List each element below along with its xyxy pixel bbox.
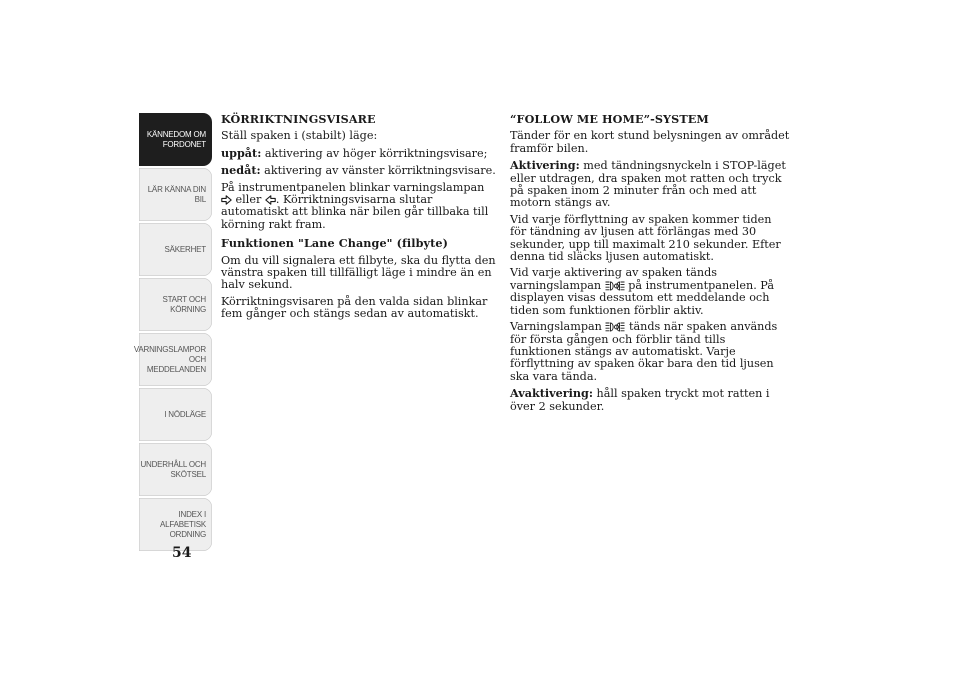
paragraph [221, 182, 501, 232]
paragraph [510, 267, 790, 317]
section-heading-follow-me-home: “FOLLOW ME HOME”-SYSTEM [510, 112, 709, 126]
tab-label: VARNINGSLAMPOR OCH MEDDELANDEN [133, 344, 206, 374]
text: Varningslampan [510, 320, 606, 334]
turn-left-arrow-icon [265, 195, 276, 205]
tab-sakerhet[interactable] [139, 223, 212, 276]
tab-label: SÄKERHET [164, 244, 206, 254]
tab-kannedom-om-fordonet[interactable] [139, 113, 212, 166]
turn-right-arrow-icon [221, 195, 232, 205]
paragraph: Vid varje förflyttning av spaken kommer tiden för tändning av ljusen att förlängas med 30 sekunder, upp till maximalt 210 sekunder. Efter denna tid släcks ljusen automatiskt. [510, 212, 781, 264]
follow-me-home-lamp-icon [605, 322, 625, 332]
paragraph: Tänder för en kort stund belysningen av området framför bilen. [510, 129, 790, 155]
right-column [510, 113, 790, 417]
tab-index[interactable] [139, 498, 212, 551]
tab-label: LÄR KÄNNA DIN BIL [147, 184, 206, 204]
text: . Körriktningsvisarna slutar automatiskt att blinka när bilen går tillbaka till körning rakt fram. [221, 193, 489, 231]
tab-underhall-och-skotsel[interactable] [139, 443, 212, 496]
paragraph: Körriktningsvisaren på den valda sidan blinkar fem gånger och stängs sedan av automatiskt. [221, 294, 488, 321]
left-column [221, 113, 501, 325]
chapter-sidebar [133, 113, 212, 553]
bold-term: nedåt: [221, 163, 261, 178]
text: håll spaken tryckt mot ratten i över 2 sekunder. [510, 387, 770, 413]
text: På instrumentpanelen blinkar varningslampan [221, 180, 485, 194]
follow-me-home-lamp-icon [605, 281, 625, 291]
tab-varningslampor[interactable] [133, 333, 212, 386]
text: eller [232, 193, 265, 207]
paragraph: Om du vill signalera ett filbyte, ska du flytta den vänstra spaken till tillfälligt läge i mindre än en halv sekund. [221, 253, 496, 292]
paragraph [510, 159, 790, 210]
bold-term: Avaktivering: [510, 386, 593, 401]
paragraph: Ställ spaken i (stabilt) läge: [221, 129, 378, 143]
paragraph [510, 387, 790, 413]
tab-i-nodlage[interactable] [139, 388, 212, 441]
section-heading-lane-change: Funktionen "Lane Change" (filbyte) [221, 236, 449, 251]
bold-term: Aktivering: [510, 158, 580, 173]
tab-label: I NÖDLÄGE [164, 409, 206, 419]
tab-label: INDEX I ALFABETISK ORDNING [159, 509, 206, 539]
tab-start-och-korning[interactable] [139, 278, 212, 331]
paragraph [221, 147, 501, 160]
section-heading-korriktningsvisare: KÖRRIKTNINGSVISARE [221, 112, 376, 126]
text: Vid varje aktivering av spaken tänds varningslampan [510, 266, 718, 292]
tab-label: START OCH KÖRNING [162, 294, 206, 314]
text: aktivering av vänster körriktningsvisare. [260, 164, 496, 178]
paragraph [510, 321, 790, 383]
text: aktivering av höger körriktningsvisare; [261, 146, 488, 160]
paragraph [221, 164, 501, 177]
bold-term: uppåt: [221, 145, 262, 160]
page-number: 54 [172, 545, 192, 561]
tab-label: UNDERHÅLL OCH SKÖTSEL [140, 459, 206, 479]
text: tänds när spaken används för första gången och förblir tänd tills funktionen stängs av automatiskt. Varje förflyttning av spaken ökar bara den tid ljusen ska vara tända. [510, 320, 778, 383]
text: på instrumentpanelen. På displayen visas dessutom ett meddelande och tiden som funktionen förblir aktiv. [510, 278, 775, 317]
text: med tändningsnyckeln i STOP-läget eller utdragen, dra spaken mot ratten och tryck på spaken inom 2 minuter från och med att motorn stängs av. [510, 159, 786, 210]
tab-lar-kanna-din-bil[interactable] [139, 168, 212, 221]
tab-label: KÄNNEDOM OM FORDONET [146, 129, 206, 149]
